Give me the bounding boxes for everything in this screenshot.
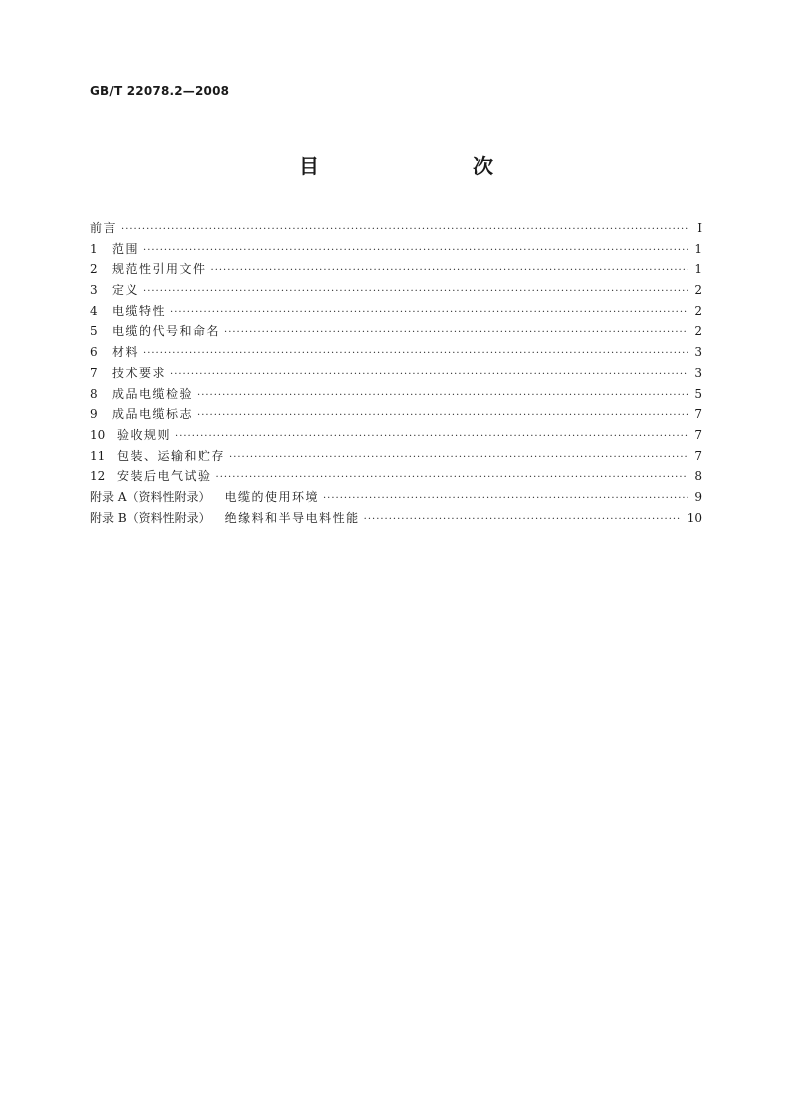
toc-entry[interactable] [90, 342, 702, 363]
toc-entry[interactable] [90, 446, 702, 467]
toc-entry-number: 5 [90, 324, 98, 339]
toc-entry-page: 1 [694, 262, 702, 277]
toc-entry-title: 电缆的使用环境 [224, 489, 319, 504]
toc-leader-dots [197, 386, 688, 407]
toc-entry-number: 1 [90, 241, 98, 256]
toc-entry[interactable] [90, 425, 702, 446]
toc-entry-title: 范围 [112, 241, 140, 256]
toc-leader-dots [216, 468, 688, 489]
toc-entry-title: 规范性引用文件 [112, 262, 207, 277]
toc-leader-dots [364, 510, 681, 531]
toc-entry[interactable] [90, 259, 702, 280]
toc-entry-number: 附录 A（资料性附录） [90, 489, 211, 504]
toc-entry-title: 技术要求 [112, 365, 167, 380]
page-title: 目 次 [299, 154, 531, 178]
toc-entry-number: 8 [90, 386, 98, 401]
toc-entry-title: 定义 [112, 283, 140, 298]
toc-leader-dots [211, 261, 688, 282]
toc-leader-dots [175, 427, 688, 448]
toc-leader-dots [229, 448, 688, 469]
toc-entry[interactable] [90, 321, 702, 342]
toc-entry-number: 7 [90, 365, 98, 380]
toc-leader-dots [170, 303, 688, 324]
toc-entry-number: 4 [90, 303, 98, 318]
toc-entry-page: 2 [694, 283, 702, 298]
table-of-contents [90, 218, 702, 528]
toc-entry-page: 3 [694, 365, 702, 380]
toc-entry-number: 10 [90, 427, 106, 442]
toc-entry[interactable] [90, 363, 702, 384]
toc-entry-title: 绝缘料和半导电料性能 [224, 510, 360, 525]
toc-leader-dots [323, 489, 688, 510]
toc-entry-page: 2 [694, 303, 702, 318]
toc-entry-page: 10 [686, 510, 702, 525]
toc-entry-page: 7 [694, 407, 702, 422]
toc-entry-number: 12 [90, 469, 106, 484]
toc-leader-dots [224, 323, 688, 344]
toc-leader-dots [121, 220, 688, 241]
toc-entry-title: 验收规则 [117, 427, 172, 442]
toc-leader-dots [197, 406, 688, 427]
toc-entry-title: 包装、运输和贮存 [117, 448, 226, 463]
toc-entry[interactable] [90, 384, 702, 405]
toc-leader-dots [143, 241, 688, 262]
standard-code: GB/T 22078.2—2008 [90, 84, 230, 98]
toc-entry-page: 3 [694, 345, 702, 360]
toc-entry-number: 6 [90, 345, 98, 360]
toc-entry-number: 9 [90, 407, 98, 422]
toc-entry[interactable] [90, 508, 702, 529]
toc-entry-page: 8 [694, 469, 702, 484]
toc-entry-page: 2 [694, 324, 702, 339]
toc-entry-title: 成品电缆标志 [112, 407, 194, 422]
toc-entry[interactable] [90, 487, 702, 508]
toc-entry-page: 7 [694, 448, 702, 463]
toc-entry-title: 电缆特性 [112, 303, 167, 318]
toc-entry[interactable] [90, 239, 702, 260]
toc-entry[interactable] [90, 404, 702, 425]
toc-entry-page: 1 [694, 241, 702, 256]
toc-entry-page: 9 [694, 489, 702, 504]
toc-entry[interactable] [90, 280, 702, 301]
toc-entry-number: 3 [90, 283, 98, 298]
toc-entry-title: 电缆的代号和命名 [112, 324, 221, 339]
toc-entry-title: 材料 [112, 345, 140, 360]
toc-entry-title: 安装后电气试验 [117, 469, 212, 484]
toc-leader-dots [143, 282, 688, 303]
toc-entry[interactable] [90, 218, 702, 239]
toc-entry-title: 成品电缆检验 [112, 386, 194, 401]
toc-leader-dots [143, 344, 688, 365]
toc-entry-page: 5 [694, 386, 702, 401]
toc-leader-dots [170, 365, 688, 386]
toc-entry[interactable] [90, 466, 702, 487]
toc-entry-page: I [697, 221, 702, 235]
toc-entry-page: 7 [694, 427, 702, 442]
toc-entry-number: 附录 B（资料性附录） [90, 510, 211, 525]
toc-entry[interactable] [90, 301, 702, 322]
toc-entry-number: 11 [90, 448, 106, 463]
toc-entry-number: 2 [90, 262, 98, 277]
toc-entry-title: 前言 [90, 221, 118, 235]
